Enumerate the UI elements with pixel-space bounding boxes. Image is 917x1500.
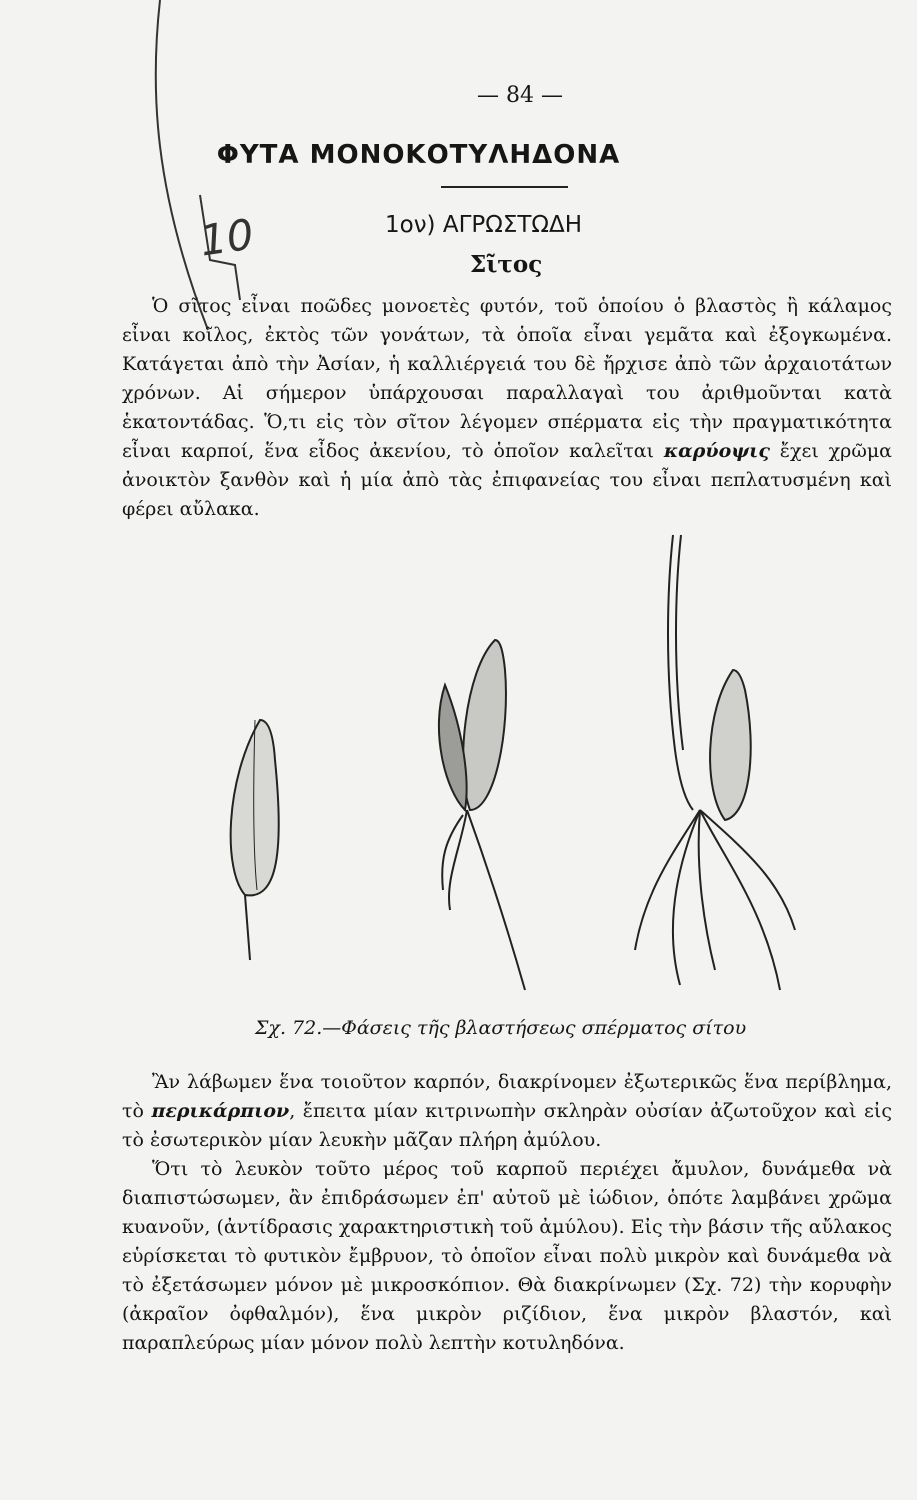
page-number: — 84 — bbox=[477, 83, 563, 108]
paragraph-1-end: ἔχει χρῶμα ἀνοικτὸν ξανθὸν καὶ ἡ μία ἀπὸ τὰς ἐπιφανείας του εἶναι πεπλατυσμένη καὶ φέρει αὔλακα. bbox=[122, 440, 893, 520]
seed-stage-1 bbox=[231, 720, 279, 960]
title-divider bbox=[441, 186, 568, 188]
chapter-title: ΦΥΤΑ ΜΟΝΟΚΟΤΥΛΗΔΟΝΑ bbox=[216, 140, 621, 170]
term-perikarpion: περικάρπιον bbox=[151, 1100, 290, 1122]
paragraph-2 bbox=[122, 1068, 892, 1358]
paragraph-3: Ὅτι τὸ λευκὸν τοῦτο μέρος τοῦ καρποῦ περιέχει ἄμυλον, δυνάμεθα νὰ διαπιστώσωμεν, ἂν ἐπιδράσωμεν ἐπ' αὐτοῦ μὲ ἰώδιον, ὁπότε λαμβάνει χρῶμα κυανοῦν, (ἀντίδρασις χαρακτηριστικὴ τοῦ ἀμύλου). Εἰς τὴν βάσιν τῆς αὔλακος εὑρίσκεται τὸ φυτικὸν ἔμβρυον, τὸ ὁποῖον εἶναι πολὺ μικρὸν καὶ δυνάμεθα νὰ τὸ ἐξετάσωμεν μόνον μὲ μικροσκόπιον. Θὰ διακρίνωμεν (Σχ. 72) τὴν κορυφὴν (ἀκραῖον ὀφθαλμόν), ἕνα μικρὸν ριζίδιον, ἕνα μικρὸν βλαστόν, καὶ παραπλεύρως μίαν μόνον πολὺ λεπτὴν κοτυληδόνα. bbox=[122, 1158, 892, 1354]
term-karyopsis: καρύοψις bbox=[663, 440, 770, 462]
margin-number: 10 bbox=[196, 209, 257, 266]
seed-stage-2 bbox=[439, 640, 525, 990]
paragraph-2-text: Ἂν λάβωμεν ἕνα τοιοῦτον καρπόν, διακρίνομεν ἐξωτερικῶς ἕνα περίβλημα, τὸ bbox=[122, 1071, 892, 1122]
paragraph-1 bbox=[122, 292, 892, 524]
figure-caption: Σχ. 72.—Φάσεις τῆς βλαστήσεως σπέρματος σίτου bbox=[255, 1017, 747, 1039]
seed-stage-3 bbox=[635, 535, 795, 990]
germination-figure bbox=[205, 530, 805, 1010]
section-title: 1ον) ΑΓΡΩΣΤΩΔΗ bbox=[385, 212, 583, 238]
paragraph-2-rest: , ἔπειτα μίαν κιτρινωπὴν σκληρὰν οὐσίαν ἀζωτοῦχον καὶ εἰς τὸ ἐσωτερικὸν μίαν λευκὴν μᾶζαν πλήρη ἀμύλου. bbox=[122, 1100, 892, 1151]
paragraph-1-text: Ὁ σῖτος εἶναι ποῶδες μονοετὲς φυτόν, τοῦ ὁποίου ὁ βλαστὸς ἢ κάλαμος εἶναι κοῖλος, ἐκτὸς τῶν γονάτων, τὰ ὁποῖα εἶναι γεμᾶτα καὶ ἐξογκωμένα. Κατάγεται ἀπὸ τὴν Ἀσίαν, ἡ καλλιέργειά του δὲ ἤρχισε ἀπὸ τῶν ἀρχαιοτάτων χρόνων. Αἱ σήμερον ὑπάρχουσαι παραλλαγαὶ του ἀριθμοῦνται κατὰ ἑκατοντάδας. Ὅ,τι εἰς τὸν σῖτον λέγομεν σπέρματα εἰς τὴν πραγματικότητα εἶναι καρποί, ἕνα εἶδος ἀκενίου, τὸ ὁποῖον καλεῖται bbox=[122, 295, 892, 462]
subsection-title: Σῖτος bbox=[470, 251, 543, 278]
handwritten-margin-mark bbox=[140, 0, 270, 340]
